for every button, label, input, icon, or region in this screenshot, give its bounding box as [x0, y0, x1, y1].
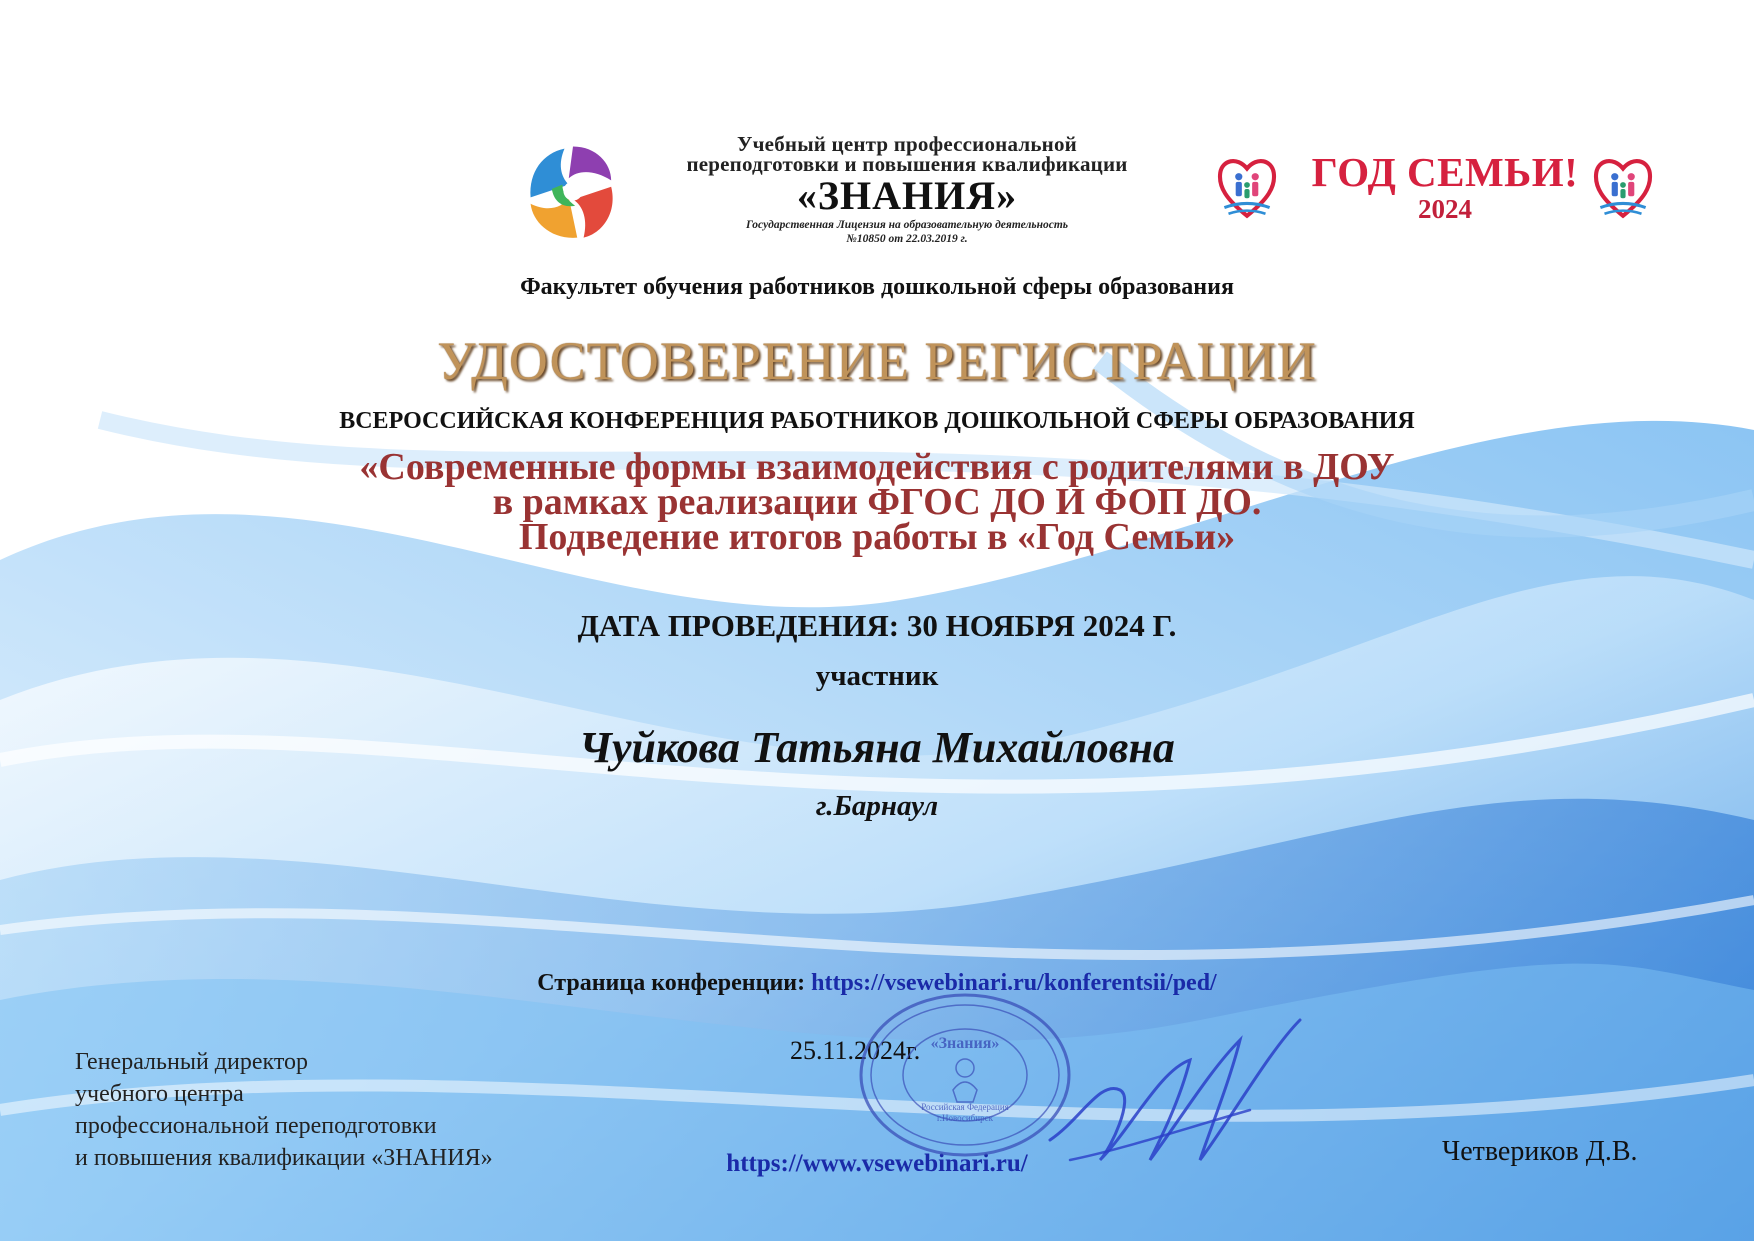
topic-line: в рамках реализации ФГОС ДО И ФОП ДО.: [492, 481, 1262, 523]
conference-page-label: Страница конференции:: [537, 970, 812, 996]
director-line: профессиональной переподготовки: [75, 1113, 437, 1139]
participant-name: Чуйкова Татьяна Михайловна: [579, 723, 1175, 772]
website-link[interactable]: https://www.vsewebinari.ru/: [726, 1150, 1028, 1177]
family-heart-icon: [1592, 150, 1654, 224]
license-line-1: Государственная Лицензия на образовательную деятельность: [745, 219, 1069, 231]
signer-name: Четвериков Д.В.: [1442, 1136, 1638, 1167]
year-of-family-block: [1300, 150, 1590, 224]
stamp-country: Российская Федерация: [921, 1102, 1009, 1112]
participant-city: г.Барнаул: [815, 790, 939, 822]
director-line: Генеральный директор: [75, 1049, 309, 1075]
year-number: 2024: [1418, 194, 1472, 224]
knowledge-logo-icon: [520, 138, 626, 244]
stamp-name: «Знания»: [930, 1035, 1000, 1052]
org-line-2: переподготовки и повышения квалификации: [686, 152, 1128, 176]
organization-block: [632, 134, 1182, 246]
topic-line: «Современные формы взаимодействия с родителями в ДОУ: [359, 446, 1395, 488]
event-date: ДАТА ПРОВЕДЕНИЯ: 30 НОЯБРЯ 2024 Г.: [577, 608, 1177, 643]
org-name: «ЗНАНИЯ»: [796, 173, 1018, 218]
year-title: ГОД СЕМЬИ!: [1311, 149, 1579, 195]
faculty-line: Факультет обучения работников дошкольной сферы образования: [520, 274, 1234, 300]
org-line-1: Учебный центр профессиональной: [737, 132, 1077, 156]
stamp-city: г.Новосибирск: [937, 1113, 993, 1123]
conference-topic: [0, 446, 1754, 558]
signature: [1040, 1010, 1340, 1180]
family-heart-icon: [1216, 150, 1278, 224]
conference-page-link[interactable]: https://vsewebinari.ru/konferentsii/ped/: [811, 970, 1217, 996]
license-line-2: №10850 от 22.03.2019 г.: [846, 233, 968, 245]
participant-role: участник: [815, 660, 939, 692]
director-line: учебного центра: [75, 1081, 244, 1107]
document-title: УДОСТОВЕРЕНИЕ РЕГИСТРАЦИИ: [437, 331, 1317, 391]
topic-line: Подведение итогов работы в «Год Семьи»: [518, 516, 1236, 558]
conference-type: ВСЕРОССИЙСКАЯ КОНФЕРЕНЦИЯ РАБОТНИКОВ ДОШКОЛЬНОЙ СФЕРЫ ОБРАЗОВАНИЯ: [339, 408, 1415, 434]
director-line: и повышения квалификации «ЗНАНИЯ»: [75, 1145, 493, 1171]
issue-date: 25.11.2024г.: [790, 1036, 921, 1065]
